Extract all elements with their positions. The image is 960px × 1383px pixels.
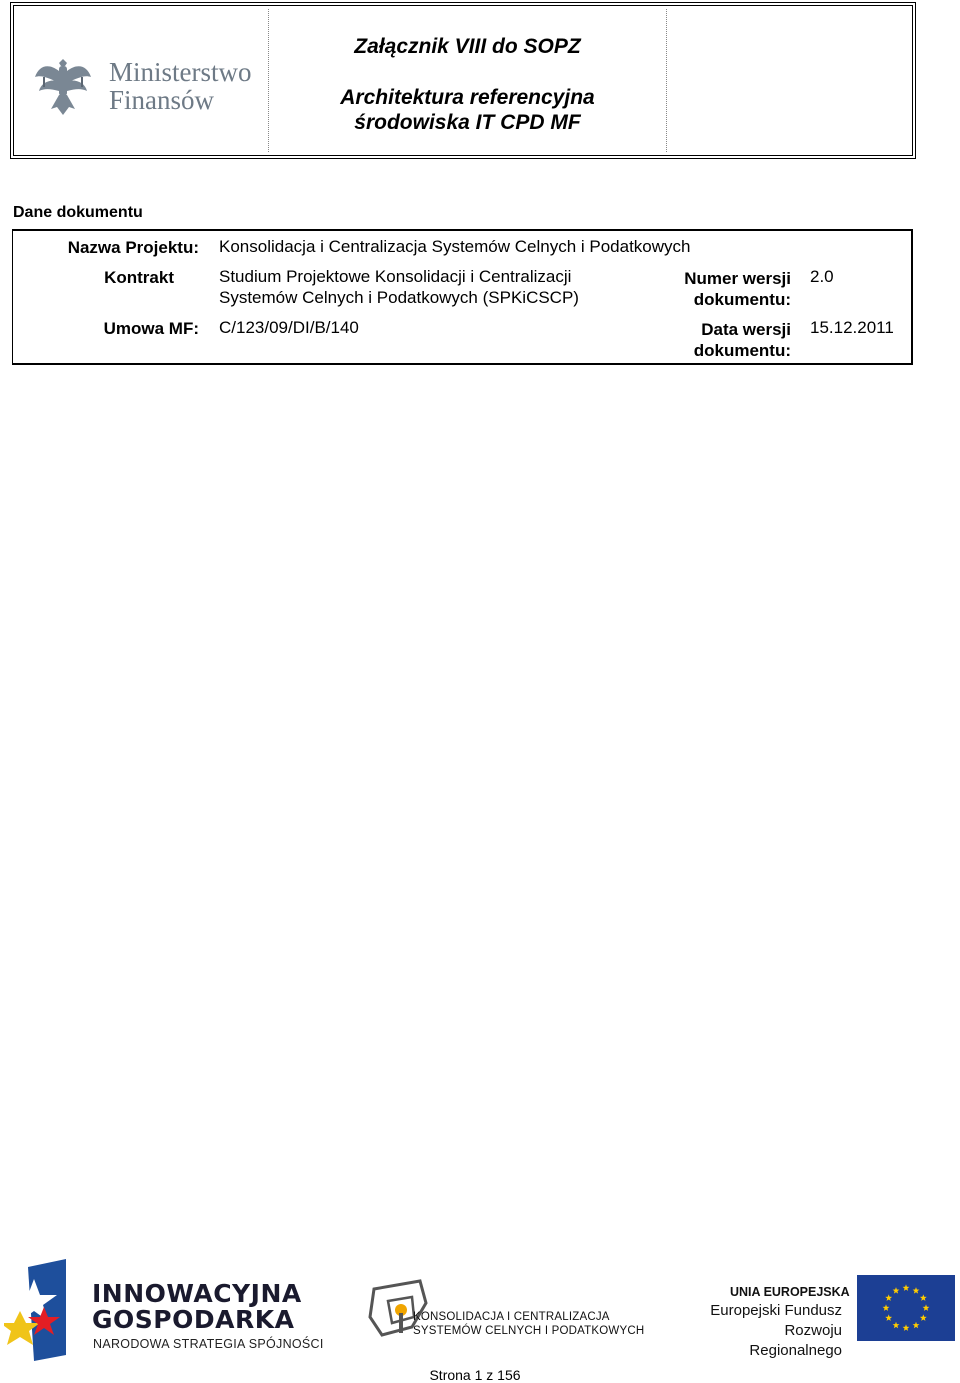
consolidation-line2: SYSTEMÓW CELNYCH I PODATKOWYCH (413, 1325, 645, 1337)
date-label-line2: dokumentu: (693, 341, 791, 360)
header-empty-cell (667, 9, 909, 152)
document-title-line2: środowiska IT CPD MF (354, 111, 581, 134)
innovative-economy-subtitle: NARODOWA STRATEGIA SPÓJNOŚCI (93, 1337, 324, 1351)
ministry-name-line2: Finansów (109, 85, 215, 115)
agreement-value: C/123/09/DI/B/140 (219, 318, 359, 337)
ministry-name (109, 58, 252, 114)
version-label (653, 268, 791, 310)
eu-fund-line1: Europejski Fundusz (710, 1302, 842, 1319)
ministry-of-finance-logo (33, 55, 258, 117)
date-value: 15.12.2011 (810, 318, 894, 337)
document-title-line1: Architektura referencyjna (340, 86, 595, 109)
ministry-name-line1: Ministerstwo (109, 57, 252, 87)
innovative-economy-wordmark (92, 1281, 302, 1333)
document-header (10, 2, 916, 159)
innovative-economy-line1: INNOWACYJNA (92, 1279, 302, 1308)
eagle-emblem-icon (33, 55, 93, 117)
footer-logos (0, 1255, 960, 1365)
eu-fund-line2: Rozwoju Regionalnego (749, 1322, 842, 1359)
project-value: Konsolidacja i Centralizacja Systemów Celnych i Podatkowych (219, 237, 691, 256)
consolidation-project-wordmark (413, 1310, 644, 1338)
section-title: Dane dokumentu (13, 204, 143, 221)
contract-value-line1: Studium Projektowe Konsolidacji i Centralizacji (219, 267, 572, 286)
version-value: 2.0 (810, 267, 834, 286)
contract-value-line2: Systemów Celnych i Podatkowych (SPKiCSCP) (219, 288, 579, 307)
eu-fund-name (688, 1301, 842, 1361)
version-label-line2: dokumentu: (693, 290, 791, 309)
annex-title: Załącznik VIII do SOPZ (354, 35, 581, 58)
contract-label: Kontrakt (104, 268, 174, 287)
version-label-line1: Numer wersji (684, 269, 791, 288)
date-label-line1: Data wersji (701, 320, 791, 339)
innovative-economy-line2: GOSPODARKA (92, 1305, 295, 1334)
eu-flag-icon (857, 1275, 955, 1341)
project-label: Nazwa Projektu: (67, 238, 199, 257)
page-number: Strona 1 z 156 (429, 1367, 521, 1383)
document-title (340, 85, 594, 135)
header-title-cell (269, 9, 667, 152)
header-row (17, 9, 909, 152)
document-info-table (12, 229, 913, 365)
innovative-economy-emblem-icon (4, 1257, 70, 1361)
contract-value (219, 266, 579, 308)
consolidation-line1: KONSOLIDACJA I CENTRALIZACJA (413, 1311, 610, 1323)
date-label (653, 319, 791, 361)
eu-title: UNIA EUROPEJSKA (730, 1285, 850, 1299)
header-logo-cell (17, 9, 269, 152)
agreement-label: Umowa MF: (103, 319, 199, 338)
